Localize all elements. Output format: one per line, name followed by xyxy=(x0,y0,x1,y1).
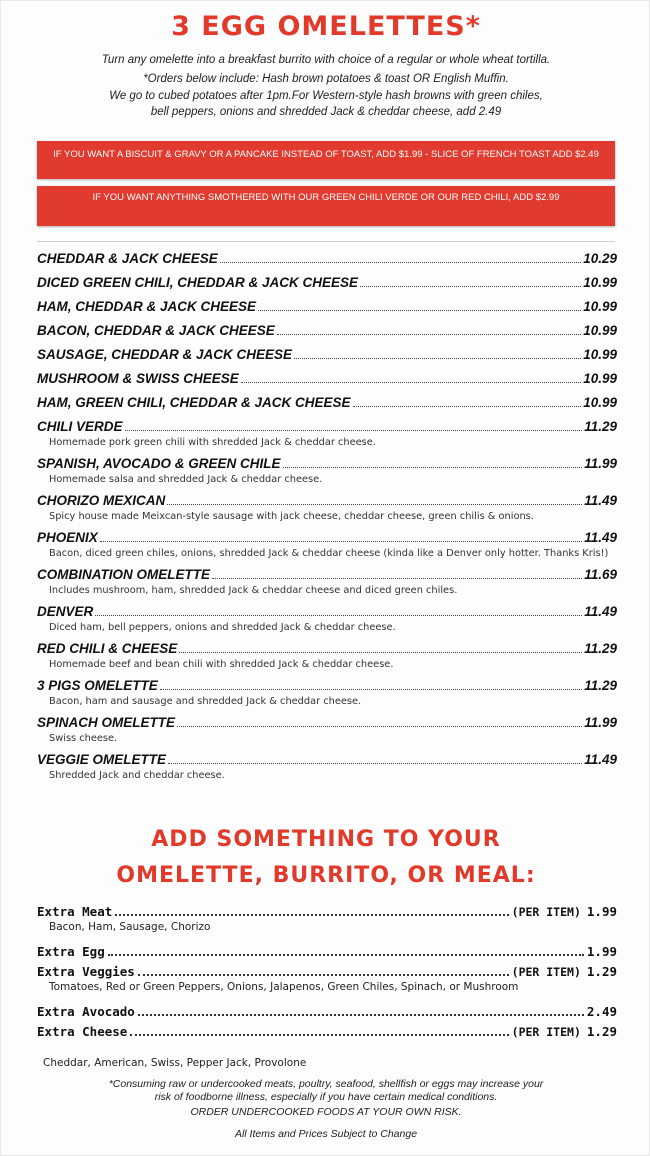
menu-item-row xyxy=(37,347,617,364)
menu-item xyxy=(37,299,617,316)
dot-leader xyxy=(258,309,581,311)
menu-item-price: 11.99 xyxy=(584,456,617,471)
extra-item-row xyxy=(37,904,617,920)
dot-leader xyxy=(294,357,581,359)
food-safety-warning: risk of foodborne illness, especially if you have certain medical conditions. xyxy=(154,1091,498,1103)
menu-item-name: RED CHILI & CHEESE xyxy=(37,641,178,656)
extra-item-name: Extra Meat xyxy=(37,904,113,919)
menu-item xyxy=(37,567,617,597)
dot-leader xyxy=(115,914,508,916)
menu-item-price: 11.49 xyxy=(584,604,617,619)
extra-item xyxy=(37,964,617,994)
menu-item-price: 10.99 xyxy=(583,347,617,362)
extra-item xyxy=(37,904,617,934)
extra-item-row xyxy=(37,1024,617,1040)
smothered-banner: IF YOU WANT ANYTHING SMOTHERED WITH OUR GREEN CHILI VERDE OR OUR RED CHILI, ADD $2.99 xyxy=(37,186,615,226)
extra-item-price: 2.49 xyxy=(586,1004,617,1019)
menu-item-row xyxy=(37,493,617,510)
menu-item-row xyxy=(37,371,617,388)
extra-item-price: 1.29 xyxy=(586,964,617,979)
menu-item-name: CHEDDAR & JACK CHEESE xyxy=(37,251,218,266)
extra-item xyxy=(37,1004,617,1020)
menu-item-row xyxy=(37,678,617,695)
extra-item-row xyxy=(37,964,617,980)
dot-leader xyxy=(167,503,582,505)
menu-item-name: DICED GREEN CHILI, CHEDDAR & JACK CHEESE xyxy=(37,275,359,290)
extra-item-description: Bacon, Ham, Sausage, Chorizo xyxy=(49,921,211,933)
dot-leader xyxy=(212,577,582,579)
menu-item-price: 10.99 xyxy=(583,275,617,290)
menu-item xyxy=(37,493,617,523)
menu-item-price: 10.99 xyxy=(583,299,617,314)
dot-leader xyxy=(277,333,581,335)
dot-leader xyxy=(138,1014,584,1016)
menu-item-name: HAM, CHEDDAR & JACK CHEESE xyxy=(37,299,257,314)
price-change-note: All Items and Prices Subject to Change xyxy=(234,1128,418,1140)
extra-item-description: Cheddar, American, Swiss, Pepper Jack, Provolone xyxy=(43,1057,307,1069)
dot-leader xyxy=(130,1034,508,1036)
menu-item-price: 11.69 xyxy=(584,567,617,582)
extra-item-name: Extra Cheese xyxy=(37,1024,128,1039)
menu-item-name: COMBINATION OMELETTE xyxy=(37,567,210,582)
add-section-heading: ADD SOMETHING TO YOUR xyxy=(151,827,501,852)
menu-item-row xyxy=(37,456,617,473)
menu-item xyxy=(37,530,617,560)
menu-item-name: CHILI VERDE xyxy=(37,419,123,434)
menu-item-row xyxy=(37,275,617,292)
menu-item-row xyxy=(37,567,617,584)
extra-item-name: Extra Egg xyxy=(37,944,105,959)
extra-item-description: Tomatoes, Red or Green Peppers, Onions, Jalapenos, Green Chiles, Spinach, or Mushroom xyxy=(49,981,519,993)
menu-item-description: Swiss cheese. xyxy=(49,733,118,744)
menu-item-row xyxy=(37,752,617,769)
menu-item-name: SPANISH, AVOCADO & GREEN CHILE xyxy=(37,456,281,471)
menu-item-row xyxy=(37,323,617,340)
extra-item xyxy=(37,1024,617,1070)
menu-item-name: PHOENIX xyxy=(37,530,98,545)
menu-item xyxy=(37,715,617,745)
add-section-heading: OMELETTE, BURRITO, OR MEAL: xyxy=(116,863,536,888)
extra-item-price: 1.29 xyxy=(586,1024,617,1039)
menu-item-price: 11.29 xyxy=(584,419,617,434)
menu-item xyxy=(37,371,617,388)
menu-item-name: SAUSAGE, CHEDDAR & JACK CHEESE xyxy=(37,347,293,362)
dot-leader xyxy=(160,688,582,690)
menu-item xyxy=(37,251,617,268)
dot-leader xyxy=(353,405,582,407)
menu-item-price: 11.29 xyxy=(584,678,617,693)
page-title: 3 EGG OMELETTES* xyxy=(171,11,481,42)
menu-item-description: Spicy house made Meixcan-style sausage with jack cheese, cheddar cheese, green chilis & onions. xyxy=(49,511,534,522)
extra-item-name: Extra Avocado xyxy=(37,1004,135,1019)
extra-item xyxy=(37,944,617,960)
menu-item-price: 10.99 xyxy=(583,323,617,338)
extras-list xyxy=(37,904,617,1074)
dot-leader xyxy=(168,762,582,764)
biscuit-banner: IF YOU WANT A BISCUIT & GRAVY OR A PANCAKE INSTEAD OF TOAST, ADD $1.99 - SLICE OF FRENCH TOAST ADD $2.49 xyxy=(37,141,615,179)
extra-item-price: 1.99 xyxy=(586,904,617,919)
menu-item xyxy=(37,641,617,671)
menu-item-description: Shredded Jack and cheddar cheese. xyxy=(49,770,225,781)
menu-item-description: Homemade salsa and shredded Jack & cheddar cheese. xyxy=(49,474,323,485)
extra-item-unit: (PER ITEM) xyxy=(511,1025,581,1039)
extra-item-unit: (PER ITEM) xyxy=(511,905,581,919)
menu-item-price: 11.49 xyxy=(584,530,617,545)
menu-item-description: Bacon, diced green chiles, onions, shredded Jack & cheddar cheese (kinda like a Denver only hotter. Thanks Kris!) xyxy=(49,548,609,559)
dot-leader xyxy=(95,614,582,616)
menu-item-name: BACON, CHEDDAR & JACK CHEESE xyxy=(37,323,275,338)
intro-line: *Orders below include: Hash brown potatoes & toast OR English Muffin. xyxy=(143,73,509,85)
dot-leader xyxy=(100,540,582,542)
extra-item-unit: (PER ITEM) xyxy=(511,965,581,979)
menu-item-row xyxy=(37,419,617,436)
menu-item-price: 10.99 xyxy=(583,395,617,410)
menu-item-row xyxy=(37,395,617,412)
menu-item xyxy=(37,752,617,782)
menu-item-name: 3 PIGS OMELETTE xyxy=(37,678,158,693)
omelette-list xyxy=(37,251,617,789)
intro-line: We go to cubed potatoes after 1pm.For Western-style hash browns with green chiles, xyxy=(109,90,543,102)
dot-leader xyxy=(108,954,584,956)
intro-line: Turn any omelette into a breakfast burrito with choice of a regular or whole wheat tortilla. xyxy=(101,54,551,66)
dot-leader xyxy=(179,651,582,653)
dot-leader xyxy=(177,725,582,727)
menu-item-row xyxy=(37,251,617,268)
extra-item-row xyxy=(37,944,617,960)
dot-leader xyxy=(220,261,581,263)
menu-item xyxy=(37,323,617,340)
menu-item-price: 10.99 xyxy=(583,371,617,386)
menu-item-row xyxy=(37,530,617,547)
menu-item-name: VEGGIE OMELETTE xyxy=(37,752,167,767)
dot-leader xyxy=(138,974,509,976)
menu-item-description: Includes mushroom, ham, shredded Jack & cheddar cheese and diced green chiles. xyxy=(49,585,458,596)
menu-item-price: 11.29 xyxy=(584,641,617,656)
menu-item xyxy=(37,604,617,634)
food-safety-warning: ORDER UNDERCOOKED FOODS AT YOUR OWN RISK. xyxy=(190,1106,462,1118)
menu-item xyxy=(37,395,617,412)
menu-item-price: 11.99 xyxy=(584,715,617,730)
menu-item-description: Homemade beef and bean chili with shredded Jack & cheddar cheese. xyxy=(49,659,394,670)
divider xyxy=(37,241,615,242)
menu-item-description: Diced ham, bell peppers, onions and shredded Jack & cheddar cheese. xyxy=(49,622,396,633)
extra-item-price: 1.99 xyxy=(586,944,617,959)
extra-item-name: Extra Veggies xyxy=(37,964,135,979)
menu-item xyxy=(37,347,617,364)
menu-item-description: Homemade pork green chili with shredded Jack & cheddar cheese. xyxy=(49,437,376,448)
dot-leader xyxy=(125,429,583,431)
dot-leader xyxy=(360,285,581,287)
menu-item-name: MUSHROOM & SWISS CHEESE xyxy=(37,371,239,386)
menu-item xyxy=(37,456,617,486)
menu-item-name: DENVER xyxy=(37,604,94,619)
menu-item-row xyxy=(37,715,617,732)
menu-item-row xyxy=(37,604,617,621)
menu-item xyxy=(37,275,617,292)
menu-item xyxy=(37,419,617,449)
food-safety-warning: *Consuming raw or undercooked meats, poultry, seafood, shellfish or eggs may increase your xyxy=(108,1078,544,1090)
dot-leader xyxy=(283,466,583,468)
menu-item xyxy=(37,678,617,708)
menu-item-name: HAM, GREEN CHILI, CHEDDAR & JACK CHEESE xyxy=(37,395,351,410)
menu-item-row xyxy=(37,299,617,316)
dot-leader xyxy=(241,381,581,383)
intro-line: bell peppers, onions and shredded Jack & cheddar cheese, add 2.49 xyxy=(150,106,502,118)
menu-item-price: 11.49 xyxy=(584,752,617,767)
menu-item-price: 11.49 xyxy=(584,493,617,508)
menu-item-description: Bacon, ham and sausage and shredded Jack & cheddar cheese. xyxy=(49,696,362,707)
menu-item-name: SPINACH OMELETTE xyxy=(37,715,176,730)
menu-item-price: 10.29 xyxy=(583,251,617,266)
menu-item-name: CHORIZO MEXICAN xyxy=(37,493,166,508)
extra-item-row xyxy=(37,1004,617,1020)
menu-item-row xyxy=(37,641,617,658)
